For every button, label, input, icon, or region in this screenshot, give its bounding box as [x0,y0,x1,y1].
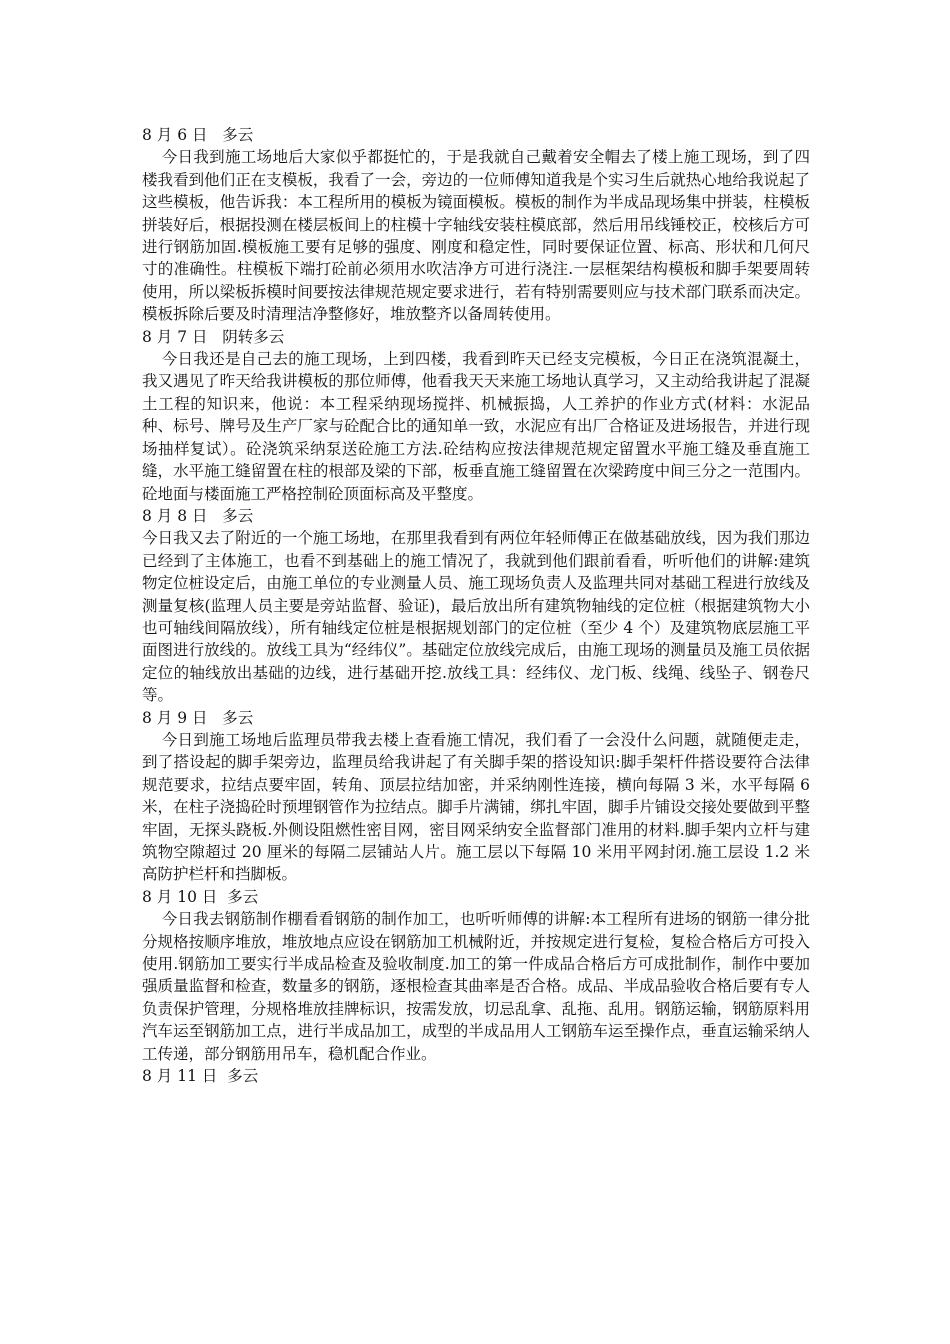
entry-date-heading: 8 月 8 日 多云 [142,506,254,525]
diary-content [142,124,810,1087]
entry-paragraph: 今日我还是自己去的施工现场，上到四楼，我看到昨天已经支完模板，今日正在浇筑混凝土，我又遇见了昨天给我讲模板的那位师傅，他看我天天来施工场地认真学习，又主动给我讲起了混凝土工程的知识来，他说：本工程采纳现场搅拌、机械振捣，人工养护的作业方式(材料：水泥品种、标号、牌号及生产厂家与砼配合比的通知单一致，水泥应有出厂合格证及进场报告，并进行现场抽样复试）。砼浇筑采纳泵送砼施工方法.砼结构应按法律规范规定留置水平施工缝及垂直施工缝，水平施工缝留置在柱的根部及梁的下部，板垂直施工缝留置在次梁跨度中间三分之一范围内。砼地面与楼面施工严格控制砼顶面标高及平整度。 [142,350,810,503]
entry-date-heading: 8 月 11 日 多云 [142,1067,259,1086]
entry-paragraph: 今日我到施工场地后大家似乎都挺忙的，于是我就自己戴着安全帽去了楼上施工现场，到了四楼我看到他们正在支模板，我看了一会，旁边的一位师傅知道我是个实习生后就热心地给我说起了这些模板，他告诉我：本工程所用的模板为镜面模板。模板的制作为半成品现场集中拼装，柱模板拼装好后，根据投测在楼层板间上的柱模十字轴线安装柱模底部，然后用吊线锤校正，校核后方可进行钢筋加固.模板施工要有足够的强度、刚度和稳定性，同时要保证位置、标高、形状和几何尺寸的准确性。柱模板下端打砼前必须用水吹洁净方可进行浇注.一层框架结构模板和脚手架要周转使用，所以梁板拆模时间要按法律规范规定要求进行，若有特别需要则应与技术部门联系而决定。模板拆除后要及时清理洁净整修好，堆放整齐以备周转使用。 [142,148,810,324]
entry-paragraph: 今日我去钢筋制作棚看看钢筋的制作加工，也听听师傅的讲解:本工程所有进场的钢筋一律分批分规格按顺序堆放，堆放地点应设在钢筋加工机械附近，并按规定进行复检，复检合格后方可投入使用.钢筋加工要实行半成品检查及验收制度.加工的第一件成品合格后方可成批制作，制作中要加强质量监督和检查，数量多的钢筋，逐根检查其曲率是否合格。成品、半成品验收合格后要有专人负责保护管理，分规格堆放挂牌标识，按需发放，切忌乱拿、乱拖、乱用。钢筋运输，钢筋原料用汽车运至钢筋加工点，进行半成品加工，成型的半成品用人工钢筋车运至操作点，垂直运输采纳人工传递，部分钢筋用吊车，稳机配合作业。 [142,910,810,1063]
entry-paragraph: 今日到施工场地后监理员带我去楼上查看施工情况，我们看了一会没什么问题，就随便走走，到了搭设起的脚手架旁边，监理员给我讲起了有关脚手架的搭设知识:脚手架杆件搭设要符合法律规范要求，拉结点要牢固，转角、顶层拉结加密，并采纳刚性连接，横向每隔 3 米，水平每隔 6 米，在柱子浇捣砼时预埋钢管作为拉结点。脚手片满铺，绑扎牢固，脚手片铺设交接处要做到平整牢固，无探头跷板.外侧设阻燃性密目网，密目网采纳安全监督部门准用的材料.脚手架内立杆与建筑物空隙超过 20 厘米的每隔二层铺站人片。施工层以下每隔 10 米用平网封闭.施工层设 1.2 米高防护栏杆和挡脚板。 [142,730,810,884]
entry-date-heading: 8 月 9 日 多云 [142,708,254,727]
entry-paragraph: 今日我又去了附近的一个施工场地，在那里我看到有两位年轻师傅正在做基础放线，因为我们那边已经到了主体施工，也看不到基础上的施工情况了，我就到他们跟前看看，听听他们的讲解:建筑物定位桩设定后，由施工单位的专业测量人员、施工现场负责人及监理共同对基础工程进行放线及测量复核(监理人员主要是旁站监督、验证)，最后放出所有建筑物轴线的定位桩（根据建筑物大小也可轴线间隔放线），所有轴线定位桩是根据规划部门的定位桩（至少 4 个）及建筑物底层施工平面图进行放线的。放线工具为“经纬仪”。基础定位放线完成后，由施工现场的测量员及施工员依据定位的轴线放出基础的边线，进行基础开挖.放线工具：经纬仪、龙门板、线绳、线坠子、钢卷尺等。 [142,529,810,705]
entry-date-heading: 8 月 6 日 多云 [142,126,254,144]
entry-date-heading: 8 月 10 日 多云 [142,887,259,906]
entry-date-heading: 8 月 7 日 阴转多云 [142,327,285,346]
